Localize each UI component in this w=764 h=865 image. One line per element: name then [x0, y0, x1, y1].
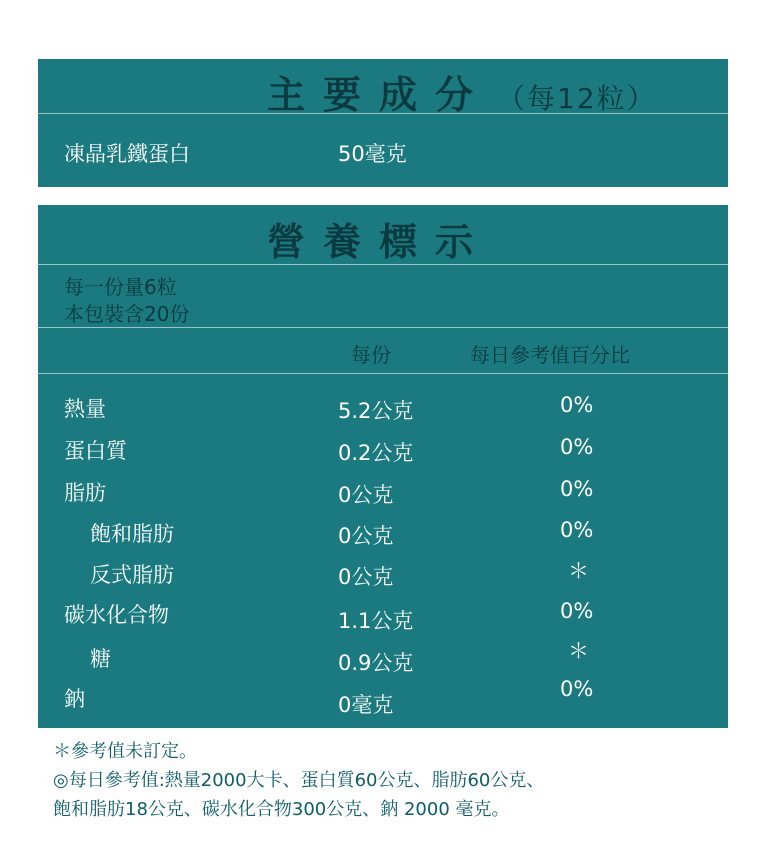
divider [38, 373, 728, 374]
nutrient-dv: 0% [560, 599, 594, 623]
ingredients-title [38, 64, 764, 119]
nutrient-value: 0公克 [338, 524, 394, 548]
nutrient-name: 反式脂肪 [90, 563, 174, 587]
col-per-serving: 每份 [351, 343, 391, 367]
nutrient-dv: 0% [560, 477, 594, 501]
nutrition-title: 營養標示 [267, 220, 492, 264]
nutrient-name: 熱量 [64, 397, 106, 421]
nutrient-dv: 0% [560, 393, 594, 417]
nutrient-row [38, 477, 728, 517]
footnote-undetermined: ＊參考值未訂定。 [53, 741, 197, 762]
ingredients-panel [38, 59, 728, 187]
nutrient-row [38, 559, 728, 599]
footnotes [53, 737, 544, 824]
col-daily-value: 每日參考值百分比 [470, 343, 630, 367]
nutrient-dv: 0% [560, 518, 594, 542]
nutrient-value: 0.2公克 [338, 441, 414, 465]
servings-per-package: 本包裝含20份 [64, 302, 190, 326]
nutrient-name: 蛋白質 [64, 439, 127, 463]
nutrient-name: 飽和脂肪 [90, 522, 174, 546]
ingredient-name: 凍晶乳鐵蛋白 [64, 142, 190, 166]
nutrient-row [38, 639, 728, 683]
divider [38, 264, 728, 265]
nutrient-name: 糖 [90, 647, 111, 671]
nutrient-row [38, 599, 728, 639]
divider [38, 113, 728, 114]
footnote-daily-reference-cont: 飽和脂肪18公克、碳水化合物300公克、鈉 2000 毫克。 [53, 799, 510, 820]
nutrient-dv: ＊ [568, 559, 589, 583]
divider [38, 327, 728, 328]
nutrient-dv: ＊ [568, 639, 589, 663]
nutrient-row [38, 677, 728, 723]
footnote-daily-reference: ◎每日參考值:熱量2000大卡、蛋白質60公克、脂肪60公克、 [53, 770, 545, 791]
nutrient-value: 0公克 [338, 565, 394, 589]
nutrient-value: 0毫克 [338, 693, 394, 717]
nutrient-dv: 0% [560, 435, 594, 459]
ingredients-subtitle: （每12粒） [497, 82, 657, 115]
nutrient-row [38, 518, 728, 558]
nutrient-row [38, 393, 728, 433]
nutrient-row [38, 435, 728, 475]
nutrition-panel [38, 205, 728, 728]
nutrient-value: 0.9公克 [338, 651, 414, 675]
ingredients-title-text: 主要成分 [267, 73, 492, 117]
nutrient-name: 鈉 [64, 687, 85, 711]
nutrient-dv: 0% [560, 677, 594, 701]
nutrient-value: 1.1公克 [338, 609, 414, 633]
ingredient-amount: 50毫克 [338, 142, 407, 166]
nutrient-name: 脂肪 [64, 481, 106, 505]
serving-size: 每一份量6粒 [64, 275, 177, 299]
nutrient-value: 0公克 [338, 483, 394, 507]
nutrient-value: 5.2公克 [338, 399, 414, 423]
nutrient-name: 碳水化合物 [64, 603, 169, 627]
